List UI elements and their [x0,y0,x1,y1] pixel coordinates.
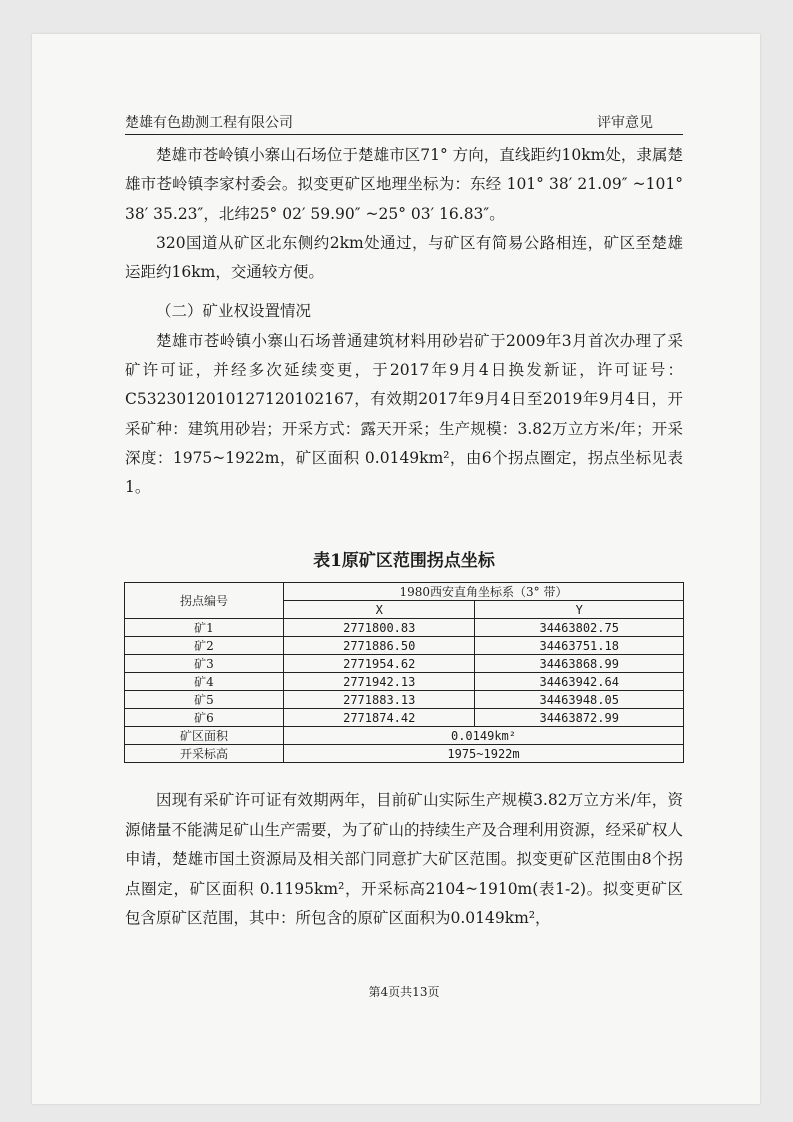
table-row [125,709,684,727]
coord-x: 2771883.13 [284,691,475,709]
point-id: 矿1 [125,619,284,637]
table-row [125,691,684,709]
header-point-id: 拐点编号 [125,583,284,619]
paragraph-traffic: 320国道从矿区北东侧约2km处通过，与矿区有简易公路相连，矿区至楚雄运距约16km，交通较方便。 [125,233,683,282]
coord-x: 2771942.13 [284,673,475,691]
table-row-elevation [125,745,684,763]
header-coordinate-system: 1980西安直角坐标系（3° 带） [284,583,684,601]
point-id: 矿2 [125,637,284,655]
page-header [125,108,683,135]
document-type: 评审意见 [597,115,653,131]
table-title: 表1原矿区范围拐点坐标 [313,551,495,571]
paragraph-location: 楚雄市苍岭镇小寨山石场位于楚雄市区71° 方向，直线距约10km处，隶属楚雄市苍岭镇李家村委会。拟变更矿区地理坐标为：东经 101° 38′ 21.09″ ~101° 38′ 35.23″，北纬25° 02′ 59.90″ ~25° 03′ 16.83″。 [125,146,683,223]
header-y: Y [475,601,684,619]
coord-y: 34463942.64 [475,673,684,691]
body-section-2 [125,786,683,934]
point-id: 矿6 [125,709,284,727]
paragraph-expansion: 因现有采矿许可证有效期两年，目前矿山实际生产规模3.82万立方米/年，资源储量不能满足矿山生产需要，为了矿山的持续生产及合理利用资源，经采矿权人申请，楚雄市国土资源局及相关部门同意扩大矿区范围。拟变更矿区范围由8个拐点圈定，矿区面积 0.1195km²，开采标高2104~1910m(表1-2)。拟变更矿区包含原矿区范围，其中：所包含的原矿区面积为0.0149km²， [125,791,684,927]
coord-x: 2771874.42 [284,709,475,727]
coord-y: 34463872.99 [475,709,684,727]
elevation-value: 1975~1922m [284,745,684,763]
body-section-1 [125,141,683,503]
elevation-label: 开采标高 [125,745,284,763]
coord-y: 34463948.05 [475,691,684,709]
point-id: 矿3 [125,655,284,673]
area-label: 矿区面积 [125,727,284,745]
table-row-area [125,727,684,745]
coord-y: 34463751.18 [475,637,684,655]
company-name: 楚雄有色勘测工程有限公司 [125,115,293,131]
area-value: 0.0149km² [284,727,684,745]
coordinate-table [124,582,684,763]
coord-x: 2771886.50 [284,637,475,655]
point-id: 矿5 [125,691,284,709]
table-row [125,637,684,655]
paragraph-mining-rights: 楚雄市苍岭镇小寨山石场普通建筑材料用砂岩矿于2009年3月首次办理了采矿许可证，并经多次延续变更，于2017年9月4日换发新证，许可证号：C5323012010127120102167，有效期2017年9月4日至2019年9月4日，开采矿种：建筑用砂岩；开采方式：露天开采；生产规模：3.82万立方米/年；开采深度：1975~1922m，矿区面积 0.0149km²，由6个拐点圈定，拐点坐标见表1。 [125,331,683,497]
point-id: 矿4 [125,673,284,691]
table-row [125,619,684,637]
coord-y: 34463802.75 [475,619,684,637]
coord-x: 2771954.62 [284,655,475,673]
table-row [125,655,684,673]
coord-y: 34463868.99 [475,655,684,673]
table-row [125,673,684,691]
coord-x: 2771800.83 [284,619,475,637]
section-subheading: （二）矿业权设置情况 [156,302,312,321]
header-x: X [284,601,475,619]
page-footer: 第4页共13页 [368,985,440,999]
